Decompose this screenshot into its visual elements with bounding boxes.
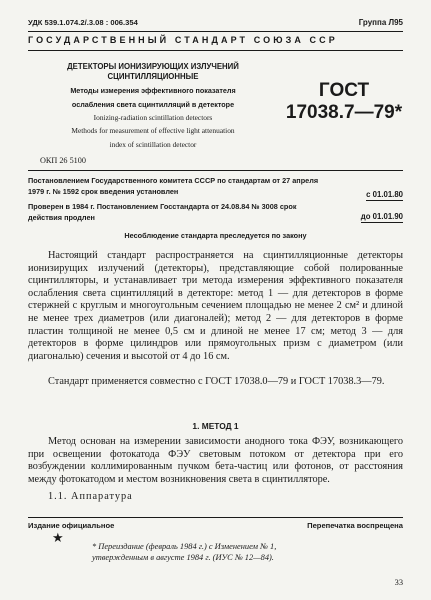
page-number: 33	[394, 578, 403, 587]
validity-date: до 01.01.90	[360, 212, 403, 221]
star-icon: ★	[52, 530, 64, 545]
footnote-line-2: утвержденным в августе 1984 г. (ИУС № 12—84).	[92, 553, 274, 562]
title-ru-line-2: СЦИНТИЛЛЯЦИОННЫЕ	[107, 72, 199, 81]
footer-rule	[28, 517, 403, 518]
reissue-footnote	[92, 541, 402, 563]
top-rule	[28, 31, 403, 32]
title-en-line-1: Ionizing-radiation scintillation detectors	[93, 113, 213, 122]
group-code: Группа Л95	[358, 18, 403, 27]
subtitle-ru-line-1: Методы измерения эффективного показателя	[70, 86, 236, 95]
subsection-heading: 1.1. Аппаратура	[48, 491, 133, 502]
gost-designation	[284, 80, 404, 124]
okp-code: ОКП 26 5100	[40, 156, 86, 165]
scope-paragraph: Настоящий стандарт распространяется на сцинтилляционные детекторы ионизирущих излучений (детекторы), представляющие собой полированные сцинтилляторы, и устанавливает три метода измерения эффективного показателя ослабления света сцинтилляций в детекторе: метод 1 — для детекторов в форме стержней с круглым и многоугольным сечением площадью не менее 2 см² и длиной не менее трех диаметров (или диагоналей); метод 2 — для детекторов в форме пластин толщиной не менее 0,5 см и длиной не менее 17 см; метод 3 — для детекторов в форме цилиндров или прямоугольных призм с диаметром (или диагональю) сечения и высотой от 4 до 16 см.	[28, 250, 403, 362]
related-standards-paragraph: Стандарт применяется совместно с ГОСТ 17038.0—79 и ГОСТ 17038.3—79.	[48, 376, 385, 387]
title-en-line-3: index of scintillation detector	[109, 139, 197, 149]
approval-rule	[28, 170, 403, 171]
legal-warning: Несоблюдение стандарта преследуется по закону	[124, 231, 307, 240]
gost-label: ГОСТ	[318, 80, 370, 101]
standard-title-block	[28, 62, 278, 149]
method-description-paragraph: Метод основан на измерении зависимости анодного тока ФЭУ, возникающего при освещении фотокатода ФЭУ световым потоком от детектора при его возбуждении коллимированным пучком бета-частиц или фотонов, от расстояния между фотокатодом и местом возникновения света в сцинтилляторе.	[28, 436, 403, 485]
extension-text: Проверен в 1984 г. Постановлением Госстандарта от 24.08.84 № 3008 срок действия продлен	[28, 202, 297, 222]
effective-date: с 01.01.80	[366, 190, 403, 199]
subtitle-ru-line-2: ослабления света сцинтилляций в детекторе	[71, 99, 235, 109]
official-edition-label: Издание официальное	[28, 521, 115, 530]
gost-number: 17038.7—79*	[285, 102, 403, 123]
title-ru-line-1: ДЕТЕКТОРЫ ИОНИЗИРУЮЩИХ ИЗЛУЧЕНИЙ	[67, 62, 239, 71]
reprint-prohibited-label: Перепечатка воспрещена	[307, 521, 403, 530]
approval-text: Постановлением Государственного комитета СССР по стандартам от 27 апреля 1979 г. № 1592 срок введения установлен	[28, 176, 319, 196]
footnote-line-1: * Переиздание (февраль 1984 г.) с Изменением № 1,	[92, 542, 277, 551]
udk-code: УДК 539.1.074.2/.3.08 : 006.354	[28, 18, 138, 27]
title-en-line-2: Methods for measurement of effective light attenuation	[71, 126, 235, 136]
state-standard-banner: ГОСУДАРСТВЕННЫЙ СТАНДАРТ СОЮЗА ССР	[28, 35, 338, 45]
banner-rule	[28, 50, 403, 51]
section-heading: 1. МЕТОД 1	[192, 421, 239, 431]
